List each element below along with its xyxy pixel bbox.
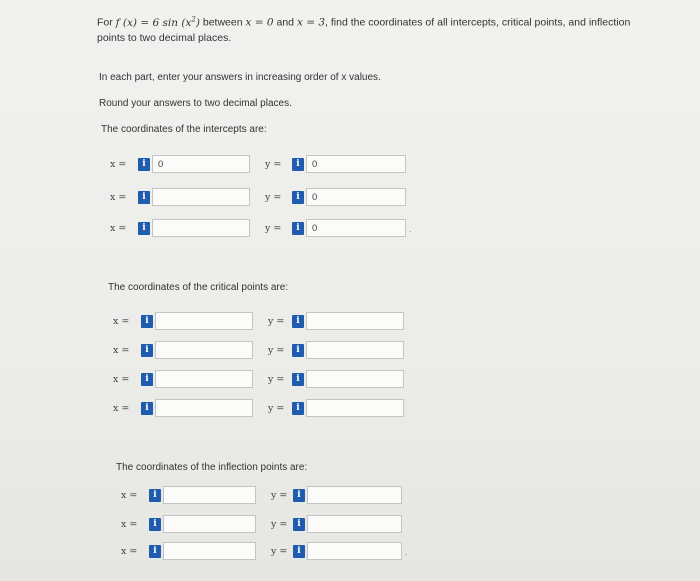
y-value-input[interactable] [306, 312, 404, 330]
y-value-input[interactable] [307, 542, 402, 560]
critical-row [0, 312, 700, 332]
y-label: y = [268, 316, 285, 327]
y-label: y = [265, 192, 282, 203]
y-label: y = [271, 519, 288, 530]
question-suffix: , find the coordinates of all intercepts, critical points, and inflection points to two decimal places. [97, 16, 631, 44]
question-prefix: For [97, 16, 113, 29]
trailing-period: . [405, 547, 408, 557]
info-icon[interactable]: i [292, 158, 304, 171]
y-label: y = [268, 374, 285, 385]
inflection-heading: The coordinates of the inflection points are: [116, 462, 308, 473]
y-value-input[interactable] [306, 341, 404, 359]
info-icon[interactable]: i [292, 373, 304, 386]
info-icon[interactable]: i [292, 344, 304, 357]
info-icon[interactable]: i [292, 222, 304, 235]
x-label: x = [110, 192, 127, 203]
question-middle: between [202, 16, 243, 29]
info-icon[interactable]: i [138, 158, 150, 171]
question-text [97, 12, 657, 46]
x-value-input[interactable] [163, 542, 256, 560]
inflection-row [0, 542, 700, 562]
info-icon[interactable]: i [149, 489, 161, 502]
inflection-row [0, 486, 700, 506]
trailing-period: . [409, 224, 412, 234]
x-value-input[interactable]: 0 [152, 155, 250, 173]
info-icon[interactable]: i [141, 344, 153, 357]
critical-row [0, 341, 700, 361]
info-icon[interactable]: i [292, 315, 304, 328]
x-label: x = [121, 519, 138, 530]
info-icon[interactable]: i [292, 402, 304, 415]
instruction-order: In each part, enter your answers in increasing order of x values. [99, 72, 381, 83]
intercepts-row [0, 219, 700, 239]
y-label: y = [271, 546, 288, 557]
info-icon[interactable]: i [141, 402, 153, 415]
x-value-input[interactable] [155, 341, 253, 359]
interval-end: x = 3 [296, 16, 326, 29]
info-icon[interactable]: i [138, 222, 150, 235]
y-label: y = [271, 490, 288, 501]
x-label: x = [121, 490, 138, 501]
info-icon[interactable]: i [149, 518, 161, 531]
intercepts-row [0, 188, 700, 208]
x-label: x = [113, 403, 130, 414]
info-icon[interactable]: i [293, 518, 305, 531]
instruction-round: Round your answers to two decimal places. [99, 98, 292, 109]
info-icon[interactable]: i [293, 545, 305, 558]
info-icon[interactable]: i [138, 191, 150, 204]
info-icon[interactable]: i [293, 489, 305, 502]
interval-start: x = 0 [245, 16, 274, 29]
y-value-input[interactable] [306, 370, 404, 388]
y-label: y = [265, 159, 282, 170]
y-value-input[interactable]: 0 [306, 219, 406, 237]
info-icon[interactable]: i [141, 315, 153, 328]
x-label: x = [110, 159, 127, 170]
y-value-input[interactable] [307, 486, 402, 504]
x-value-input[interactable] [163, 486, 256, 504]
critical-heading: The coordinates of the critical points are: [108, 282, 289, 293]
y-value-input[interactable]: 0 [306, 188, 406, 206]
x-value-input[interactable] [152, 219, 250, 237]
info-icon[interactable]: i [141, 373, 153, 386]
info-icon[interactable]: i [292, 191, 304, 204]
x-value-input[interactable] [163, 515, 256, 533]
y-value-input[interactable] [306, 399, 404, 417]
inflection-row [0, 515, 700, 535]
x-label: x = [113, 374, 130, 385]
x-value-input[interactable] [155, 312, 253, 330]
intercepts-row [0, 155, 700, 175]
x-label: x = [121, 546, 138, 557]
intercepts-heading: The coordinates of the intercepts are: [101, 124, 267, 135]
critical-row [0, 370, 700, 390]
question-and: and [276, 16, 295, 29]
x-value-input[interactable] [155, 399, 253, 417]
x-label: x = [113, 316, 130, 327]
info-icon[interactable]: i [149, 545, 161, 558]
y-label: y = [265, 223, 282, 234]
critical-row [0, 399, 700, 419]
x-label: x = [113, 345, 130, 356]
y-value-input[interactable]: 0 [306, 155, 406, 173]
x-value-input[interactable] [155, 370, 253, 388]
x-value-input[interactable] [152, 188, 250, 206]
y-label: y = [268, 345, 285, 356]
function-expression: f (x) = 6 $\sin (x^2)$ [115, 15, 200, 29]
y-value-input[interactable] [307, 515, 402, 533]
x-label: x = [110, 223, 127, 234]
y-label: y = [268, 403, 285, 414]
